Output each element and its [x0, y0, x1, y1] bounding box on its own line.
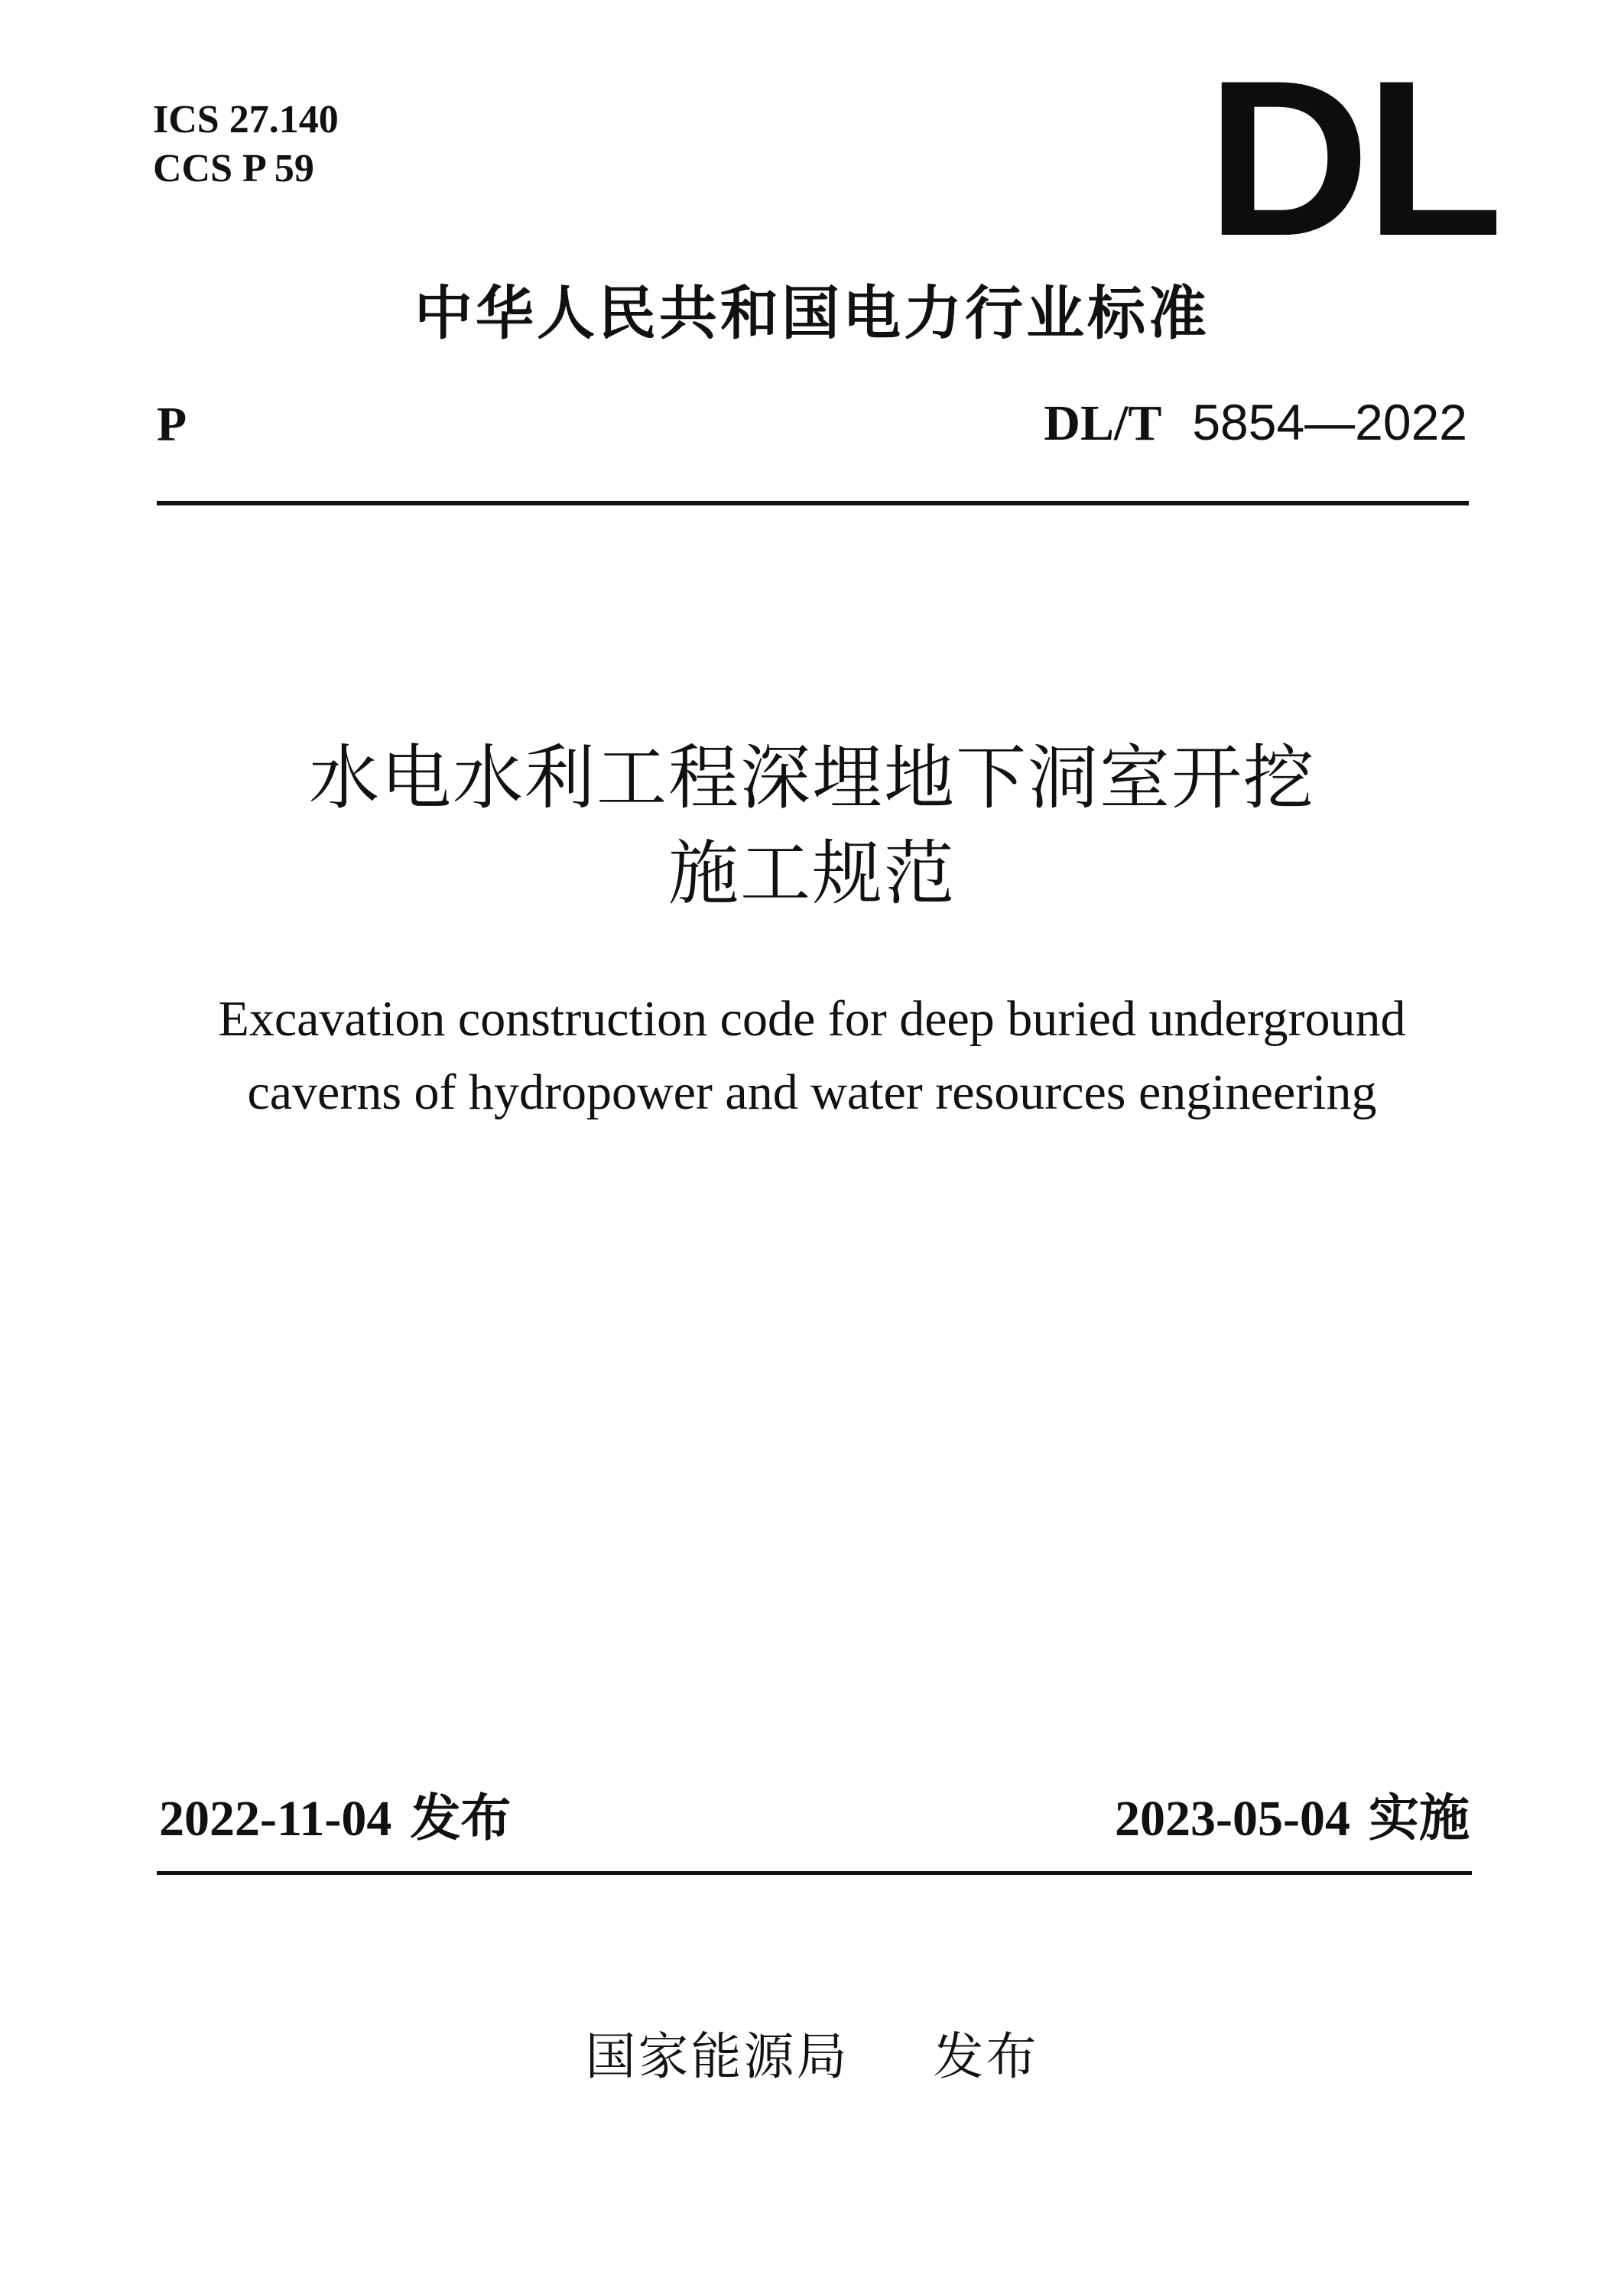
dl-logo: DL	[1207, 34, 1499, 282]
publisher-line	[0, 2025, 1624, 2089]
standard-prefix: DL/T	[1044, 395, 1162, 451]
top-divider	[157, 501, 1469, 505]
issue-date-label: 发布	[410, 1789, 512, 1847]
bottom-divider	[157, 1871, 1472, 1875]
ccs-code: CCS P 59	[153, 147, 314, 190]
english-title-line-1: Excavation construction code for deep buried underground	[218, 991, 1406, 1047]
chinese-title	[0, 730, 1624, 921]
ics-code: ICS 27.140	[153, 98, 339, 141]
chinese-title-line-2: 施工规范	[667, 833, 956, 915]
standard-code: 5854—2022	[1192, 394, 1467, 450]
implementation-date-value: 2023-05-04	[1115, 1791, 1350, 1847]
implementation-date	[1115, 1786, 1470, 1851]
industry-standard-title: 中华人民共和国电力行业标准	[414, 279, 1210, 347]
standard-number	[1044, 392, 1467, 454]
publisher-action: 发布	[933, 2027, 1039, 2086]
publisher-name: 国家能源局	[585, 2027, 849, 2086]
issue-date	[159, 1786, 511, 1851]
english-title	[0, 983, 1624, 1129]
classification-codes	[153, 96, 339, 193]
implementation-date-label: 实施	[1369, 1789, 1470, 1847]
english-title-line-2: caverns of hydropower and water resources engineering	[247, 1064, 1377, 1120]
classification-letter: P	[157, 397, 187, 451]
chinese-title-line-1: 水电水利工程深埋地下洞室开挖	[308, 737, 1315, 819]
issue-date-value: 2022-11-04	[159, 1791, 392, 1847]
